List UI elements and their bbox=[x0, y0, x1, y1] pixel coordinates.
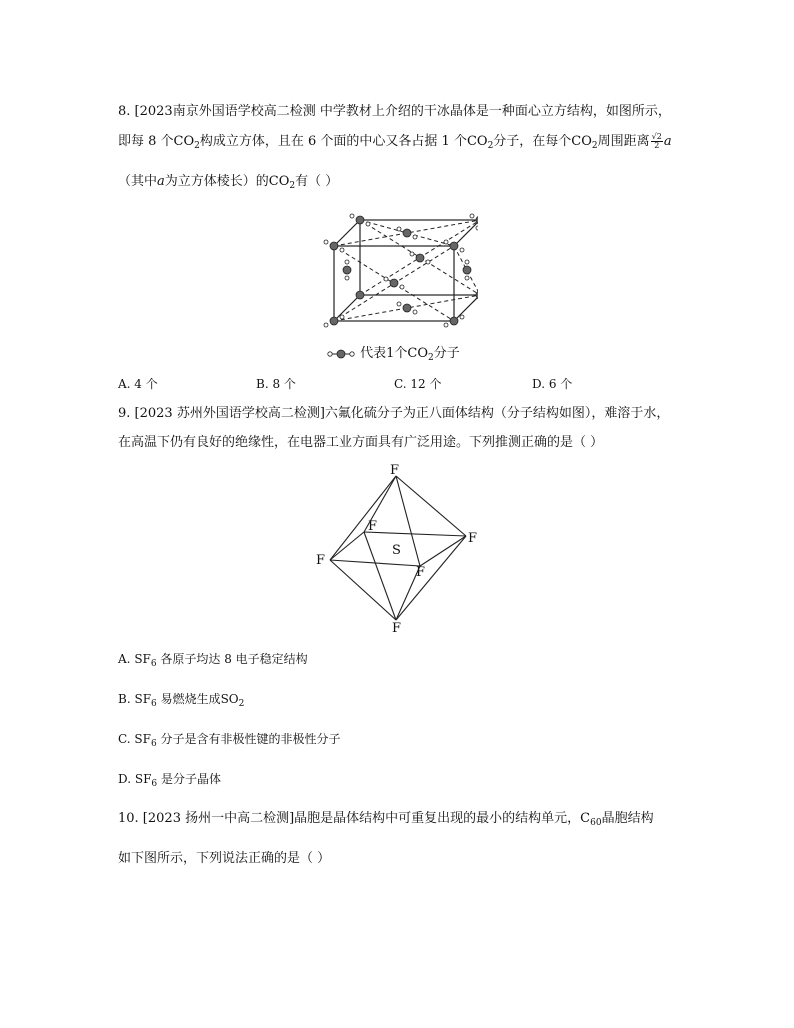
q9-choice-b bbox=[118, 690, 244, 709]
atom-f-back: F bbox=[368, 519, 378, 534]
q8-choice-d: D. 6 个 bbox=[532, 377, 573, 391]
q8-line3-a: （其中 bbox=[118, 174, 158, 189]
sqrt2-over-2 bbox=[651, 133, 663, 150]
q8-line2-a: 即每 8 个CO bbox=[118, 134, 195, 149]
q8-number: 8. bbox=[118, 104, 131, 119]
legend-text-a: 代表1个CO bbox=[360, 346, 429, 361]
sub-60: 60 bbox=[590, 818, 602, 828]
co2-legend bbox=[326, 342, 460, 363]
sub-6: 6 bbox=[150, 739, 157, 749]
var-a: a bbox=[663, 134, 672, 149]
frac-numerator: √2 bbox=[651, 132, 662, 141]
q8-line2-b: 构成立方体，且在 6 个面的中心又各占据 1 个CO bbox=[199, 134, 488, 149]
sub-2: 2 bbox=[591, 141, 598, 151]
sub-2: 2 bbox=[238, 699, 245, 709]
atom-f-right: F bbox=[468, 531, 478, 546]
q10-line1-a: 10. [2023 扬州一中高二检测]晶胞是晶体结构中可重复出现的最小的结构单元，C bbox=[118, 811, 591, 826]
q8-line1-text: [2023南京外国语学校高二检测 中学教材上介绍的干冰晶体是一种面心立方结构，如图所示， bbox=[134, 104, 671, 119]
q10-line1-b: 晶胞结构 bbox=[601, 811, 654, 826]
choice-label: B. bbox=[118, 692, 131, 706]
sf: SF bbox=[134, 652, 151, 666]
sf: SF bbox=[134, 772, 152, 786]
q9-line2: 在高温下仍有良好的绝缘性，在电器工业方面具有广泛用途。下列推测正确的是（ ） bbox=[118, 435, 604, 450]
choice-label: C. bbox=[118, 732, 131, 746]
atom-f-left: F bbox=[316, 553, 326, 568]
choice-label: D. bbox=[118, 772, 132, 786]
sub-2: 2 bbox=[194, 141, 200, 151]
q9-choice-c bbox=[118, 730, 341, 749]
q9-choice-d bbox=[118, 770, 221, 789]
q8-line3-c: 有（ ） bbox=[295, 174, 339, 189]
choice-text: 分子是含有非极性键的非极性分子 bbox=[156, 732, 341, 746]
legend-text-b: 分子 bbox=[433, 346, 460, 361]
q8-line2-c: 分子，在每个CO bbox=[493, 134, 592, 149]
q9-line1: 9. [2023 苏州外国语学校高二检测]六氟化硫分子为正八面体结构（分子结构如图），难溶于水， bbox=[118, 406, 670, 421]
choice-label: A. bbox=[118, 652, 131, 666]
q9-choice-a bbox=[118, 650, 308, 669]
q8-choice-c: C. 12 个 bbox=[394, 377, 442, 391]
sub-2: 2 bbox=[487, 141, 494, 151]
sf6-octahedron-figure bbox=[312, 460, 492, 636]
q8-line2 bbox=[118, 133, 672, 155]
choice-text: 是分子晶体 bbox=[157, 772, 221, 786]
choice-text: 各原子均达 8 电子稳定结构 bbox=[156, 652, 308, 666]
q8-line3-b: 为立方体棱长）的CO bbox=[164, 174, 290, 189]
q8-choice-a: A. 4 个 bbox=[118, 377, 158, 391]
sf: SF bbox=[134, 732, 151, 746]
sub-6: 6 bbox=[151, 779, 158, 789]
sub-2: 2 bbox=[428, 353, 434, 363]
q10-line2: 如下图所示，下列说法正确的是（ ） bbox=[118, 851, 331, 866]
sf: SF bbox=[134, 692, 152, 706]
frac-denominator: 2 bbox=[654, 141, 660, 150]
atom-s-center: S bbox=[392, 543, 401, 558]
var-a: a bbox=[157, 174, 165, 189]
sub-6: 6 bbox=[150, 659, 157, 669]
q8-line2-d: 周围距离 bbox=[597, 134, 650, 149]
atom-f-bottom: F bbox=[392, 621, 402, 636]
atom-f-top: F bbox=[390, 463, 400, 478]
choice-text: 易燃烧生成SO bbox=[156, 692, 239, 706]
sub-2: 2 bbox=[289, 181, 296, 191]
q10-line1 bbox=[118, 810, 654, 832]
q8-line3 bbox=[118, 173, 338, 195]
atom-f-front: F bbox=[416, 565, 426, 580]
q8-choice-b: B. 8 个 bbox=[256, 377, 296, 391]
sub-6: 6 bbox=[151, 699, 157, 709]
q8-line1 bbox=[118, 103, 671, 121]
co2-molecule-icon bbox=[326, 348, 356, 360]
